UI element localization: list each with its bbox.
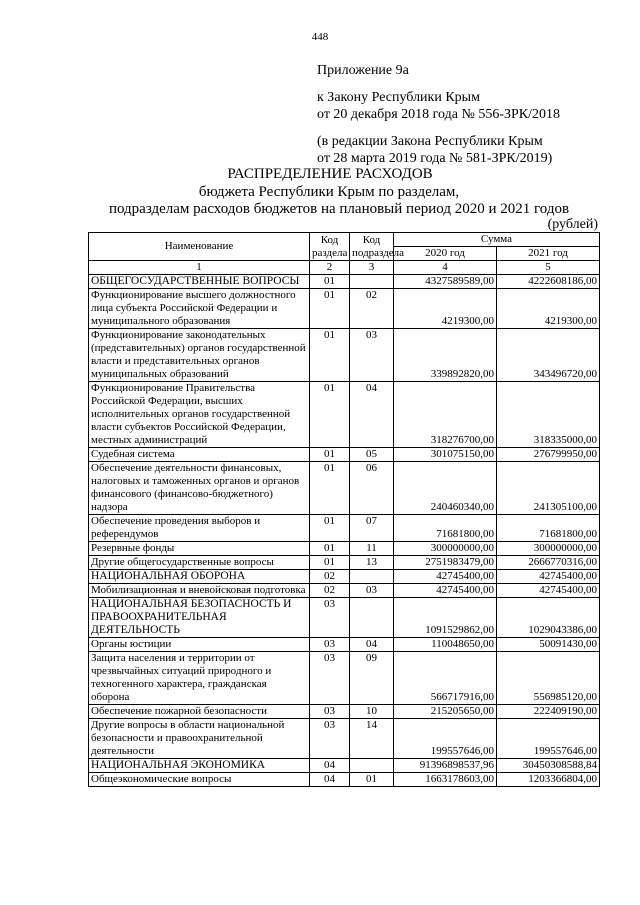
row-amount-2021: 2666770316,00 — [497, 556, 600, 570]
row-name: НАЦИОНАЛЬНАЯ ОБОРОНА — [89, 570, 310, 584]
row-amount-2020: 42745400,00 — [394, 570, 497, 584]
row-section-code: 01 — [310, 382, 350, 448]
row-amount-2021: 50091430,00 — [497, 638, 600, 652]
title-line2: бюджета Республики Крым по разделам, — [198, 184, 460, 200]
row-amount-2020: 110048650,00 — [394, 638, 497, 652]
table-row — [89, 462, 600, 515]
row-name: НАЦИОНАЛЬНАЯ ЭКОНОМИКА — [89, 759, 310, 773]
column-number: 1 — [89, 261, 310, 275]
row-amount-2021: 276799950,00 — [497, 448, 600, 462]
row-subsection-code — [350, 570, 394, 584]
table-row — [89, 556, 600, 570]
expenditure-table — [88, 232, 600, 787]
header-year-2020: 2020 год — [394, 247, 497, 261]
row-subsection-code: 03 — [350, 584, 394, 598]
row-subsection-code: 04 — [350, 382, 394, 448]
row-section-code: 01 — [310, 289, 350, 329]
row-section-code: 02 — [310, 584, 350, 598]
row-amount-2020: 4219300,00 — [394, 289, 497, 329]
page-number: 448 — [311, 31, 329, 43]
table-row — [89, 448, 600, 462]
row-amount-2021: 1203366804,00 — [497, 773, 600, 787]
row-section-code: 01 — [310, 448, 350, 462]
row-section-code: 03 — [310, 652, 350, 705]
law-reference-line2: от 20 декабря 2018 года № 556-ЗРК/2018 — [317, 107, 561, 122]
row-section-code: 01 — [310, 542, 350, 556]
row-name: Другие общегосударственные вопросы — [89, 556, 310, 570]
column-number: 5 — [497, 261, 600, 275]
row-subsection-code — [350, 598, 394, 638]
row-name: Защита населения и территории от чрезвычайных ситуаций природного и техногенного характера, гражданская оборона — [89, 652, 310, 705]
table-row-section — [89, 759, 600, 773]
row-amount-2021: 318335000,00 — [497, 382, 600, 448]
row-section-code: 01 — [310, 275, 350, 289]
row-name: Резервные фонды — [89, 542, 310, 556]
row-section-code: 03 — [310, 638, 350, 652]
table-row — [89, 542, 600, 556]
row-name: Другие вопросы в области национальной безопасности и правоохранительной деятельности — [89, 719, 310, 759]
column-number: 4 — [394, 261, 497, 275]
row-amount-2021: 222409190,00 — [497, 705, 600, 719]
row-amount-2021: 199557646,00 — [497, 719, 600, 759]
row-amount-2020: 199557646,00 — [394, 719, 497, 759]
column-number: 3 — [350, 261, 394, 275]
table-row — [89, 289, 600, 329]
row-amount-2020: 42745400,00 — [394, 584, 497, 598]
table-row — [89, 584, 600, 598]
row-name: Функционирование Правительства Российской Федерации, высших исполнительных органов государственной власти субъектов Российской Федерации, местных администраций — [89, 382, 310, 448]
row-name: Обеспечение пожарной безопасности — [89, 705, 310, 719]
table-row — [89, 329, 600, 382]
table-row — [89, 515, 600, 542]
row-subsection-code — [350, 759, 394, 773]
row-amount-2020: 301075150,00 — [394, 448, 497, 462]
row-amount-2021: 241305100,00 — [497, 462, 600, 515]
row-amount-2020: 71681800,00 — [394, 515, 497, 542]
row-amount-2021: 4219300,00 — [497, 289, 600, 329]
row-amount-2021: 1029043386,00 — [497, 598, 600, 638]
row-subsection-code: 09 — [350, 652, 394, 705]
row-subsection-code — [350, 275, 394, 289]
row-name: Органы юстиции — [89, 638, 310, 652]
title-line3: подразделам расходов бюджетов на плановый период 2020 и 2021 годов — [108, 201, 570, 217]
table-row — [89, 638, 600, 652]
row-amount-2021: 42745400,00 — [497, 584, 600, 598]
edition-line1: (в редакции Закона Республики Крым — [317, 134, 543, 149]
row-name: Обеспечение проведения выборов и референдумов — [89, 515, 310, 542]
row-subsection-code: 11 — [350, 542, 394, 556]
row-subsection-code: 07 — [350, 515, 394, 542]
row-amount-2020: 2751983479,00 — [394, 556, 497, 570]
row-subsection-code: 05 — [350, 448, 394, 462]
row-amount-2020: 4327589589,00 — [394, 275, 497, 289]
row-name: Общеэкономические вопросы — [89, 773, 310, 787]
edition-line2: от 28 марта 2019 года № 581-ЗРК/2019) — [317, 151, 553, 166]
row-amount-2021: 343496720,00 — [497, 329, 600, 382]
row-name: НАЦИОНАЛЬНАЯ БЕЗОПАСНОСТЬ И ПРАВООХРАНИТЕЛЬНАЯ ДЕЯТЕЛЬНОСТЬ — [89, 598, 310, 638]
header-name: Наименование — [89, 233, 310, 261]
table-row — [89, 719, 600, 759]
row-subsection-code: 13 — [350, 556, 394, 570]
row-subsection-code: 14 — [350, 719, 394, 759]
header-code-section: Код раздела — [310, 233, 350, 261]
row-subsection-code: 03 — [350, 329, 394, 382]
row-name: Судебная система — [89, 448, 310, 462]
row-name: ОБЩЕГОСУДАРСТВЕННЫЕ ВОПРОСЫ — [89, 275, 310, 289]
row-section-code: 01 — [310, 556, 350, 570]
table-row — [89, 705, 600, 719]
header-sum: Сумма — [394, 233, 600, 247]
row-name: Мобилизационная и вневойсковая подготовка — [89, 584, 310, 598]
row-subsection-code: 10 — [350, 705, 394, 719]
law-reference-line1: к Закону Республики Крым — [317, 90, 480, 105]
row-amount-2021: 4222608186,00 — [497, 275, 600, 289]
row-amount-2021: 30450308588,84 — [497, 759, 600, 773]
title-line1: РАСПРЕДЕЛЕНИЕ РАСХОДОВ — [227, 166, 433, 182]
row-subsection-code: 06 — [350, 462, 394, 515]
row-section-code: 03 — [310, 719, 350, 759]
row-amount-2020: 566717916,00 — [394, 652, 497, 705]
row-amount-2020: 318276700,00 — [394, 382, 497, 448]
row-section-code: 01 — [310, 329, 350, 382]
row-subsection-code: 04 — [350, 638, 394, 652]
row-section-code: 03 — [310, 598, 350, 638]
row-amount-2021: 42745400,00 — [497, 570, 600, 584]
column-number: 2 — [310, 261, 350, 275]
row-amount-2021: 300000000,00 — [497, 542, 600, 556]
row-section-code: 01 — [310, 515, 350, 542]
column-numbers-row — [89, 261, 600, 275]
row-amount-2020: 300000000,00 — [394, 542, 497, 556]
row-amount-2020: 215205650,00 — [394, 705, 497, 719]
units-label: (рублей) — [547, 217, 598, 232]
table-row — [89, 382, 600, 448]
row-amount-2020: 1663178603,00 — [394, 773, 497, 787]
row-subsection-code: 01 — [350, 773, 394, 787]
table-row — [89, 652, 600, 705]
table-row-section — [89, 275, 600, 289]
row-section-code: 03 — [310, 705, 350, 719]
row-amount-2020: 1091529862,00 — [394, 598, 497, 638]
row-section-code: 04 — [310, 759, 350, 773]
row-amount-2021: 71681800,00 — [497, 515, 600, 542]
row-section-code: 01 — [310, 462, 350, 515]
row-section-code: 04 — [310, 773, 350, 787]
table-row — [89, 773, 600, 787]
row-amount-2020: 91396898537,96 — [394, 759, 497, 773]
row-section-code: 02 — [310, 570, 350, 584]
appendix-label: Приложение 9а — [317, 63, 409, 78]
row-name: Обеспечение деятельности финансовых, налоговых и таможенных органов и органов финансового (финансово-бюджетного) надзора — [89, 462, 310, 515]
header-year-2021: 2021 год — [497, 247, 600, 261]
row-name: Функционирование высшего должностного лица субъекта Российской Федерации и муниципального образования — [89, 289, 310, 329]
table-row-section — [89, 598, 600, 638]
row-amount-2020: 240460340,00 — [394, 462, 497, 515]
row-subsection-code: 02 — [350, 289, 394, 329]
row-amount-2021: 556985120,00 — [497, 652, 600, 705]
row-name: Функционирование законодательных (представительных) органов государственной власти и представительных органов муниципальных образований — [89, 329, 310, 382]
row-amount-2020: 339892820,00 — [394, 329, 497, 382]
header-code-subsection: Код подраздела — [350, 233, 394, 261]
table-row-section — [89, 570, 600, 584]
